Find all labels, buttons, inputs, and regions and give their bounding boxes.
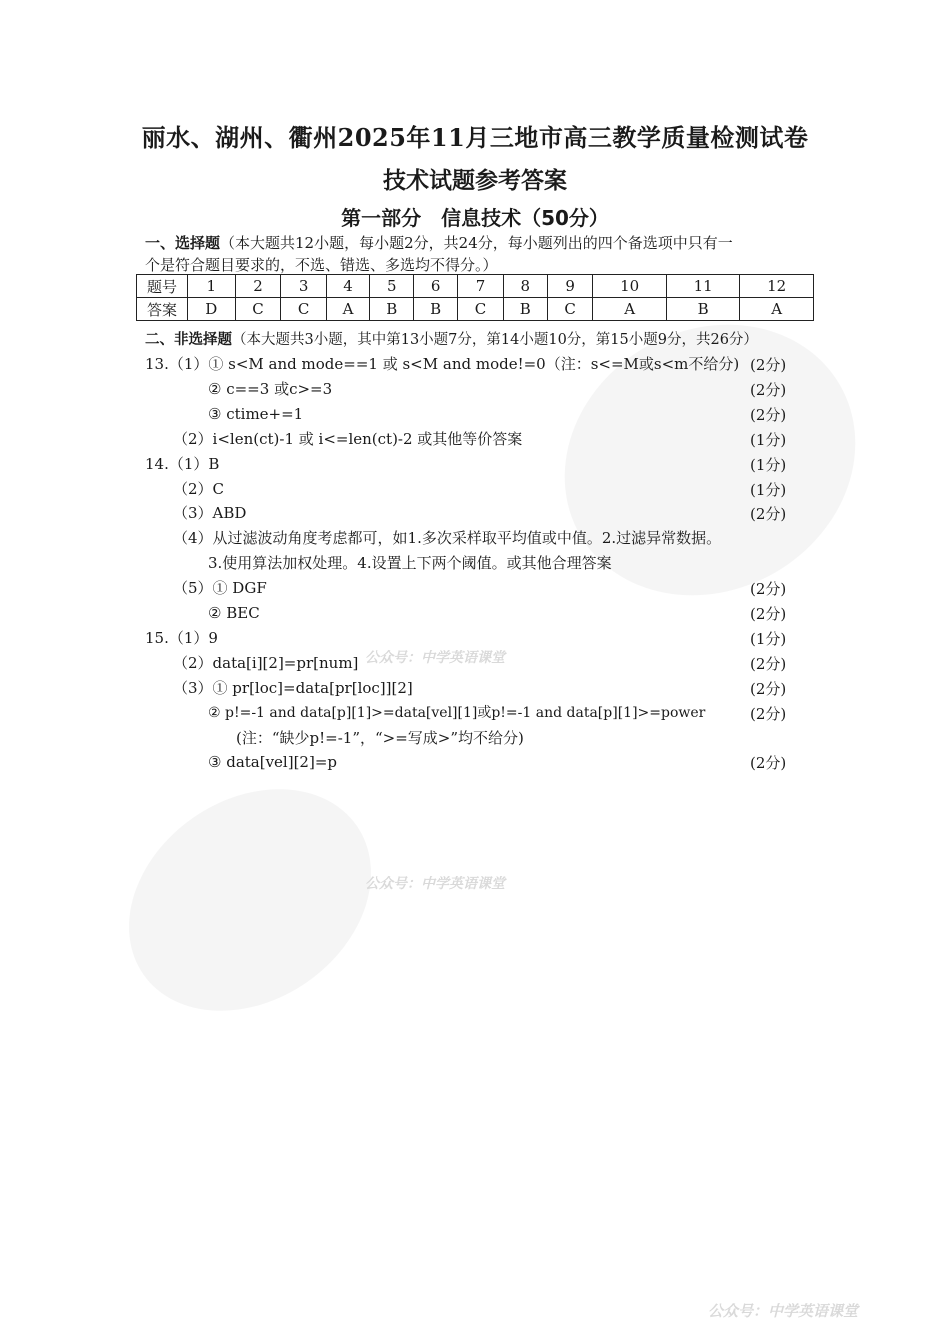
table-cell-answer: D — [188, 298, 236, 321]
answer-score: (2分) — [750, 580, 787, 598]
answer-line: （2）i<len(ct)-1 或 i<=len(ct)-2 或其他等价答案 — [173, 430, 523, 448]
answer-score: (2分) — [750, 406, 787, 424]
answer-score: (2分) — [750, 605, 787, 623]
table-header-answer: 答案 — [137, 298, 188, 321]
choice-answer-table — [136, 274, 814, 321]
answer-score: (2分) — [750, 356, 787, 374]
table-cell-answer: C — [458, 298, 504, 321]
table-cell-answer: A — [740, 298, 814, 321]
table-cell-number: 5 — [370, 275, 414, 298]
table-cell-answer: A — [593, 298, 666, 321]
answer-line: 3.使用算法加权处理。4.设置上下两个阈值。或其他合理答案 — [208, 554, 612, 572]
answer-line: 14.（1）B — [145, 455, 220, 473]
watermark-text: 公众号：中学英语课堂 — [365, 650, 505, 666]
answer-score: (2分) — [750, 705, 787, 723]
answer-line: （5）① DGF — [173, 579, 267, 597]
table-row-answers — [137, 298, 814, 321]
answer-line: （4）从过滤波动角度考虑都可，如1.多次采样取平均值或中值。2.过滤异常数据。 — [173, 529, 722, 547]
table-cell-answer: B — [414, 298, 458, 321]
table-cell-number: 7 — [458, 275, 504, 298]
answer-line: ② BEC — [208, 604, 260, 622]
table-cell-answer: C — [281, 298, 327, 321]
answer-line: 13.（1）① s<M and mode==1 或 s<M and mode!=0（注：s<=M或s<m不给分) — [145, 355, 740, 373]
answer-line: （2）C — [173, 480, 225, 498]
table-cell-number: 6 — [414, 275, 458, 298]
table-cell-answer: C — [235, 298, 281, 321]
table-cell-number: 12 — [740, 275, 814, 298]
table-cell-number: 9 — [547, 275, 593, 298]
section1-heading: 一、选择题 — [145, 234, 221, 252]
table-cell-number: 11 — [666, 275, 739, 298]
section2-desc: （本大题共3小题，其中第13小题7分，第14小题10分，第15小题9分，共26分） — [232, 332, 758, 348]
table-cell-answer: A — [326, 298, 369, 321]
answer-line: ② c==3 或c>=3 — [208, 380, 333, 398]
table-cell-number: 1 — [188, 275, 236, 298]
answer-score: (1分) — [750, 456, 787, 474]
table-row-numbers — [137, 275, 814, 298]
section1-intro-line1 — [145, 232, 733, 253]
answer-score: (2分) — [750, 680, 787, 698]
answer-score: (2分) — [750, 505, 787, 523]
background-watermark-shape — [86, 744, 414, 1057]
answer-line: ② p!=-1 and data[p][1]>=data[vel][1]或p!=-1 and data[p][1]>=power — [208, 705, 706, 721]
answer-line: 15.（1）9 — [145, 629, 218, 647]
table-cell-answer: C — [547, 298, 593, 321]
section2-heading: 二、非选择题 — [145, 331, 232, 348]
answer-line: （3）① pr[loc]=data[pr[loc]][2] — [173, 679, 413, 697]
table-cell-number: 8 — [503, 275, 547, 298]
table-cell-number: 4 — [326, 275, 369, 298]
section2-intro — [145, 328, 758, 349]
answer-line: ③ data[vel][2]=p — [208, 753, 338, 771]
watermark-text: 公众号：中学英语课堂 — [708, 1302, 859, 1320]
table-cell-number: 2 — [235, 275, 281, 298]
answer-line: （2）data[i][2]=pr[num] — [173, 654, 359, 672]
answer-key-subtitle: 技术试题参考答案 — [383, 168, 567, 194]
answer-line: ③ ctime+=1 — [208, 405, 304, 423]
watermark-text: 公众号：中学英语课堂 — [365, 876, 505, 892]
table-cell-answer: B — [503, 298, 547, 321]
answer-score: (1分) — [750, 431, 787, 449]
section1-desc-line1: （本大题共12小题，每小题2分，共24分，每小题列出的四个备选项中只有一 — [220, 234, 733, 252]
answer-score: (2分) — [750, 381, 787, 399]
answer-line: （3）ABD — [173, 504, 247, 522]
table-cell-answer: B — [370, 298, 414, 321]
table-cell-number: 3 — [281, 275, 327, 298]
table-cell-answer: B — [666, 298, 739, 321]
answer-note: (注：“缺少p!=-1”，“>=写成>”均不给分) — [236, 729, 524, 747]
answer-score: (2分) — [750, 754, 787, 772]
exam-title: 丽水、湖州、衢州2025年11月三地市高三教学质量检测试卷 — [141, 123, 809, 152]
section1-desc-line2: 个是符合题目要求的，不选、错选、多选均不得分。） — [145, 256, 498, 274]
answer-score: (1分) — [750, 630, 787, 648]
table-header-number: 题号 — [137, 275, 188, 298]
part-heading: 第一部分 信息技术（50分） — [341, 206, 609, 230]
table-cell-number: 10 — [593, 275, 666, 298]
answer-score: (2分) — [750, 655, 787, 673]
answer-score: (1分) — [750, 481, 787, 499]
